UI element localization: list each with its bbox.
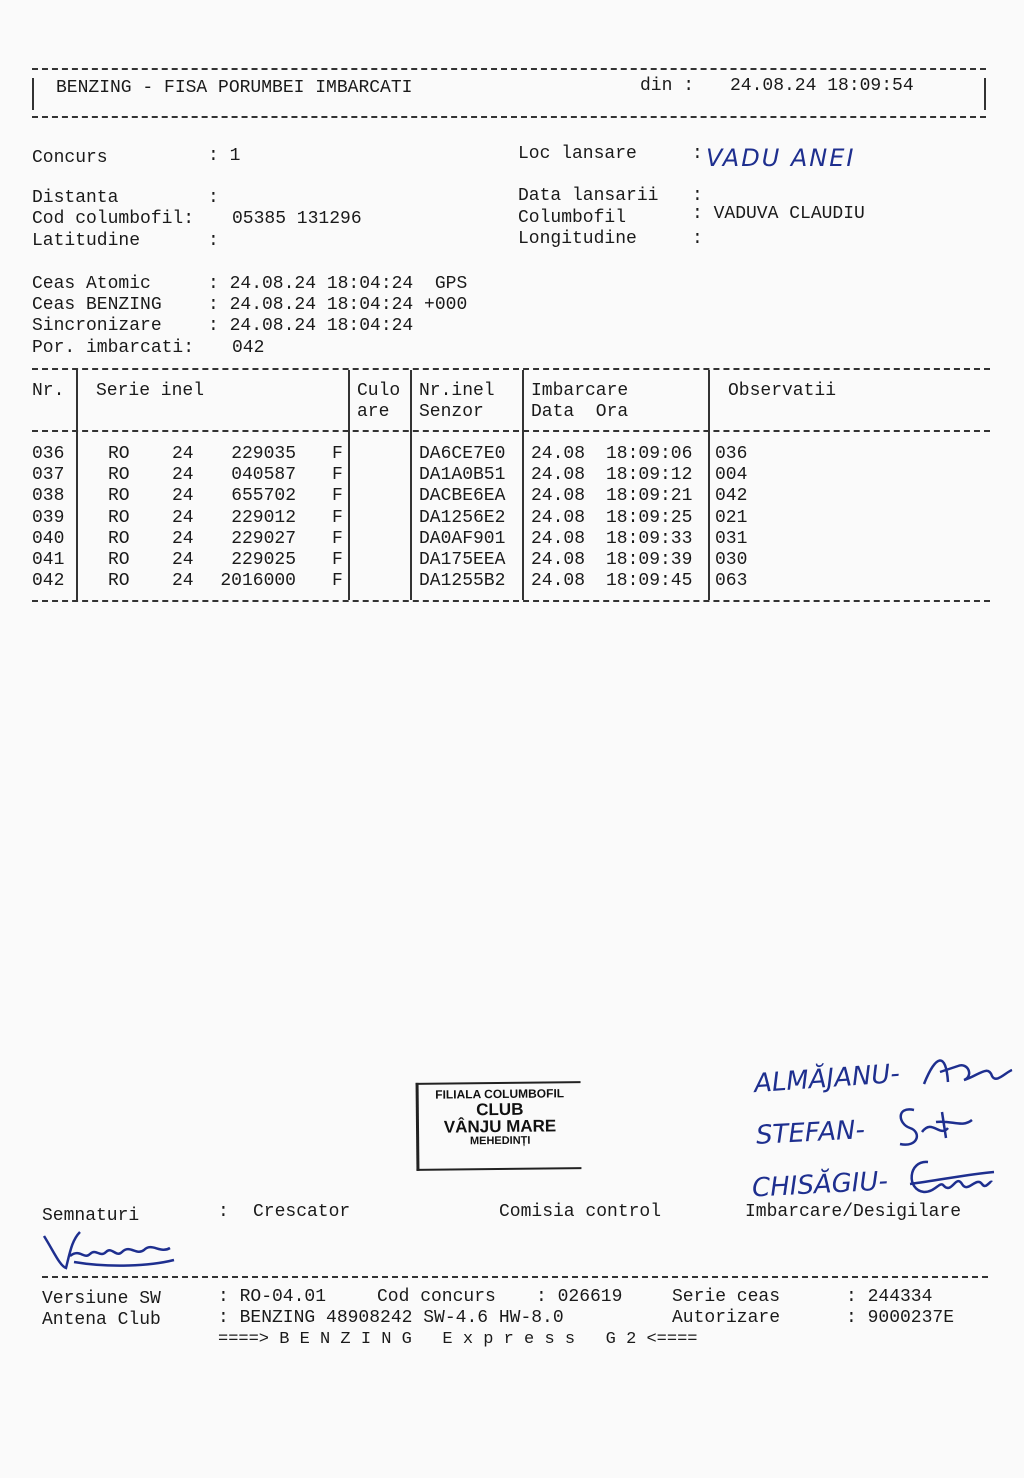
header-nr-inel: Nr.inel [419,381,495,401]
cell-nr: 038 [32,486,65,507]
loc-lansare-label: Loc lansare [518,144,637,164]
semnaturi-label: Semnaturi [42,1206,140,1226]
header-nr: Nr. [32,381,65,401]
cell-observatii: 036 [715,444,748,464]
ceas-benzing-label: Ceas BENZING [32,295,162,315]
ceas-benzing-value: : 24.08.24 18:04:24 +000 [208,295,468,315]
cell-nr: 042 [32,571,65,592]
cell-inel: 655702 [231,486,296,507]
signature-chisagiu [900,1150,996,1206]
cell-data: 24.08 [531,507,586,528]
cell-tara: RO [108,507,130,528]
cell-ora: 18:09:33 [606,528,693,549]
cell-inel: 229027 [231,528,296,549]
crescator-label: Crescator [253,1202,351,1222]
longitudine-value: : [692,229,703,249]
stamp-line-3: VÂNJU MARE [443,1116,557,1138]
cell-inel: 229035 [231,444,296,464]
cell-an: 24 [172,486,194,507]
cell-nr: 039 [32,507,65,528]
cell-data: 24.08 [531,486,586,507]
cell-senzor: DACBE6EA [419,486,506,507]
versiune-value: : RO-04.01 [218,1287,327,1307]
benzing-express-banner: ====> B E N Z I N G E x p r e s s G 2 <==== [218,1330,698,1349]
imbarcati-value: 042 [232,338,265,358]
cod-concurs-label: Cod concurs [377,1287,496,1307]
concurs-value: : 1 [208,146,241,166]
cell-sex: F [332,507,343,528]
table-row [0,529,1024,550]
table-row [0,508,1024,529]
header-imbarcare: Imbarcare [531,381,629,401]
cell-ora: 18:09:21 [606,486,693,507]
cell-senzor: DA0AF901 [419,528,506,549]
cell-data: 24.08 [531,571,586,592]
cell-tara: RO [108,528,130,549]
header-senzor: Senzor [419,402,484,422]
antena-value: : BENZING 48908242 SW-4.6 HW-8.0 [218,1308,564,1328]
cell-tara: RO [108,444,130,464]
data-lansarii-label: Data lansarii [518,186,659,206]
cell-an: 24 [172,550,194,570]
cell-sex: F [332,571,343,592]
autorizare-value: : 9000237E [846,1308,955,1328]
cell-an: 24 [172,528,194,549]
cell-senzor: DA175EEA [419,550,506,570]
table-row [0,486,1024,507]
din-label: din : [640,76,695,96]
cell-data: 24.08 [531,465,586,486]
cell-sex: F [332,444,343,464]
serie-ceas-value: : 244334 [846,1287,933,1307]
ceas-atomic-value: : 24.08.24 18:04:24 GPS [208,274,468,294]
table-bottom-rule [32,600,990,602]
signature-almajanu [918,1046,1018,1096]
table-row [0,571,1024,592]
cell-sex: F [332,550,343,570]
table-row [0,550,1024,571]
cell-observatii: 042 [715,486,748,507]
table-row [0,444,1024,465]
signature-stefan [892,1098,982,1152]
stamp-line-1: FILIALA COLUMBOFIL [435,1086,565,1102]
cell-senzor: DA1A0B51 [419,465,506,486]
handwritten-name-almajanu: ALMĂJANU- [753,1058,901,1100]
semnaturi-sep: : [218,1202,229,1222]
sincronizare-value: : 24.08.24 18:04:24 [208,316,414,336]
cell-ora: 18:09:12 [606,465,693,486]
columbofil-label: Columbofil [518,208,627,228]
cell-nr: 041 [32,550,65,570]
cod-columbofil-value: 05385 131296 [232,209,362,229]
sincronizare-label: Sincronizare [32,316,162,336]
cell-observatii: 021 [715,507,748,528]
stamp-line-4: MEHEDINȚI [469,1134,531,1148]
cell-data: 24.08 [531,550,586,570]
table-row [0,465,1024,486]
antena-label: Antena Club [42,1310,161,1330]
cell-observatii: 030 [715,550,748,570]
cell-an: 24 [172,444,194,464]
ceas-atomic-label: Ceas Atomic [32,274,151,294]
header-culoare-2: are [357,402,390,422]
header-observatii: Observatii [728,381,837,401]
cell-nr: 036 [32,444,65,464]
cell-ora: 18:09:39 [606,550,693,570]
longitudine-label: Longitudine [518,229,637,249]
handwritten-name-chisagiu: CHISĂGIU- [751,1166,889,1204]
table-top-rule [32,368,990,370]
loc-lansare-handwritten: VADU ANEI [706,144,856,172]
distanta-value: : [208,188,219,208]
cell-observatii: 063 [715,571,748,592]
loc-lansare-sep: : [692,144,703,164]
concurs-label: Concurs [32,148,108,168]
distanta-label: Distanta [32,188,119,208]
cell-nr: 037 [32,465,65,486]
cell-sex: F [332,528,343,549]
cell-observatii: 031 [715,528,748,549]
stamp-line-2: CLUB [476,1099,524,1119]
cell-an: 24 [172,465,194,486]
cell-an: 24 [172,507,194,528]
cell-tara: RO [108,571,130,592]
cell-inel: 229025 [231,550,296,570]
cell-senzor: DA6CE7E0 [419,444,506,464]
autorizare-label: Autorizare [672,1308,781,1328]
imbarcati-label: Por. imbarcati: [32,338,195,358]
cell-sex: F [332,465,343,486]
cell-tara: RO [108,465,130,486]
columbofil-value: : VADUVA CLAUDIU [692,204,865,224]
cell-sex: F [332,486,343,507]
cod-columbofil-label: Cod columbofil: [32,209,195,229]
header-data-ora: Data Ora [531,402,629,422]
handwritten-name-stefan: STEFAN- [755,1115,866,1151]
table-header-rule [32,430,990,432]
cod-concurs-value: : 026619 [536,1287,623,1307]
imbarcare-desigilare-label: Imbarcare/Desigilare [745,1202,962,1222]
latitudine-value: : [208,231,219,251]
header-culoare-1: Culo [357,381,401,401]
cell-ora: 18:09:06 [606,444,693,464]
cell-ora: 18:09:25 [606,507,693,528]
signature-crescator [40,1222,180,1274]
header-serie-inel: Serie inel [96,381,205,401]
cell-inel: 040587 [231,465,296,486]
cell-data: 24.08 [531,528,586,549]
cell-ora: 18:09:45 [606,571,693,592]
versiune-label: Versiune SW [42,1289,161,1309]
cell-tara: RO [108,550,130,570]
cell-senzor: DA1256E2 [419,507,506,528]
din-value: 24.08.24 18:09:54 [730,76,914,96]
cell-observatii: 004 [715,465,748,486]
comisia-label: Comisia control [499,1202,662,1222]
club-stamp [416,1081,582,1171]
data-lansarii-value: : [692,186,703,206]
document-title: BENZING - FISA PORUMBEI IMBARCATI [56,78,413,98]
cell-data: 24.08 [531,444,586,464]
cell-tara: RO [108,486,130,507]
serie-ceas-label: Serie ceas [672,1287,781,1307]
cell-nr: 040 [32,528,65,549]
cell-inel: 229012 [231,507,296,528]
cell-senzor: DA1255B2 [419,571,506,592]
latitudine-label: Latitudine [32,231,141,251]
cell-inel: 2016000 [220,571,296,592]
footer-rule [42,1276,988,1278]
cell-an: 24 [172,571,194,592]
